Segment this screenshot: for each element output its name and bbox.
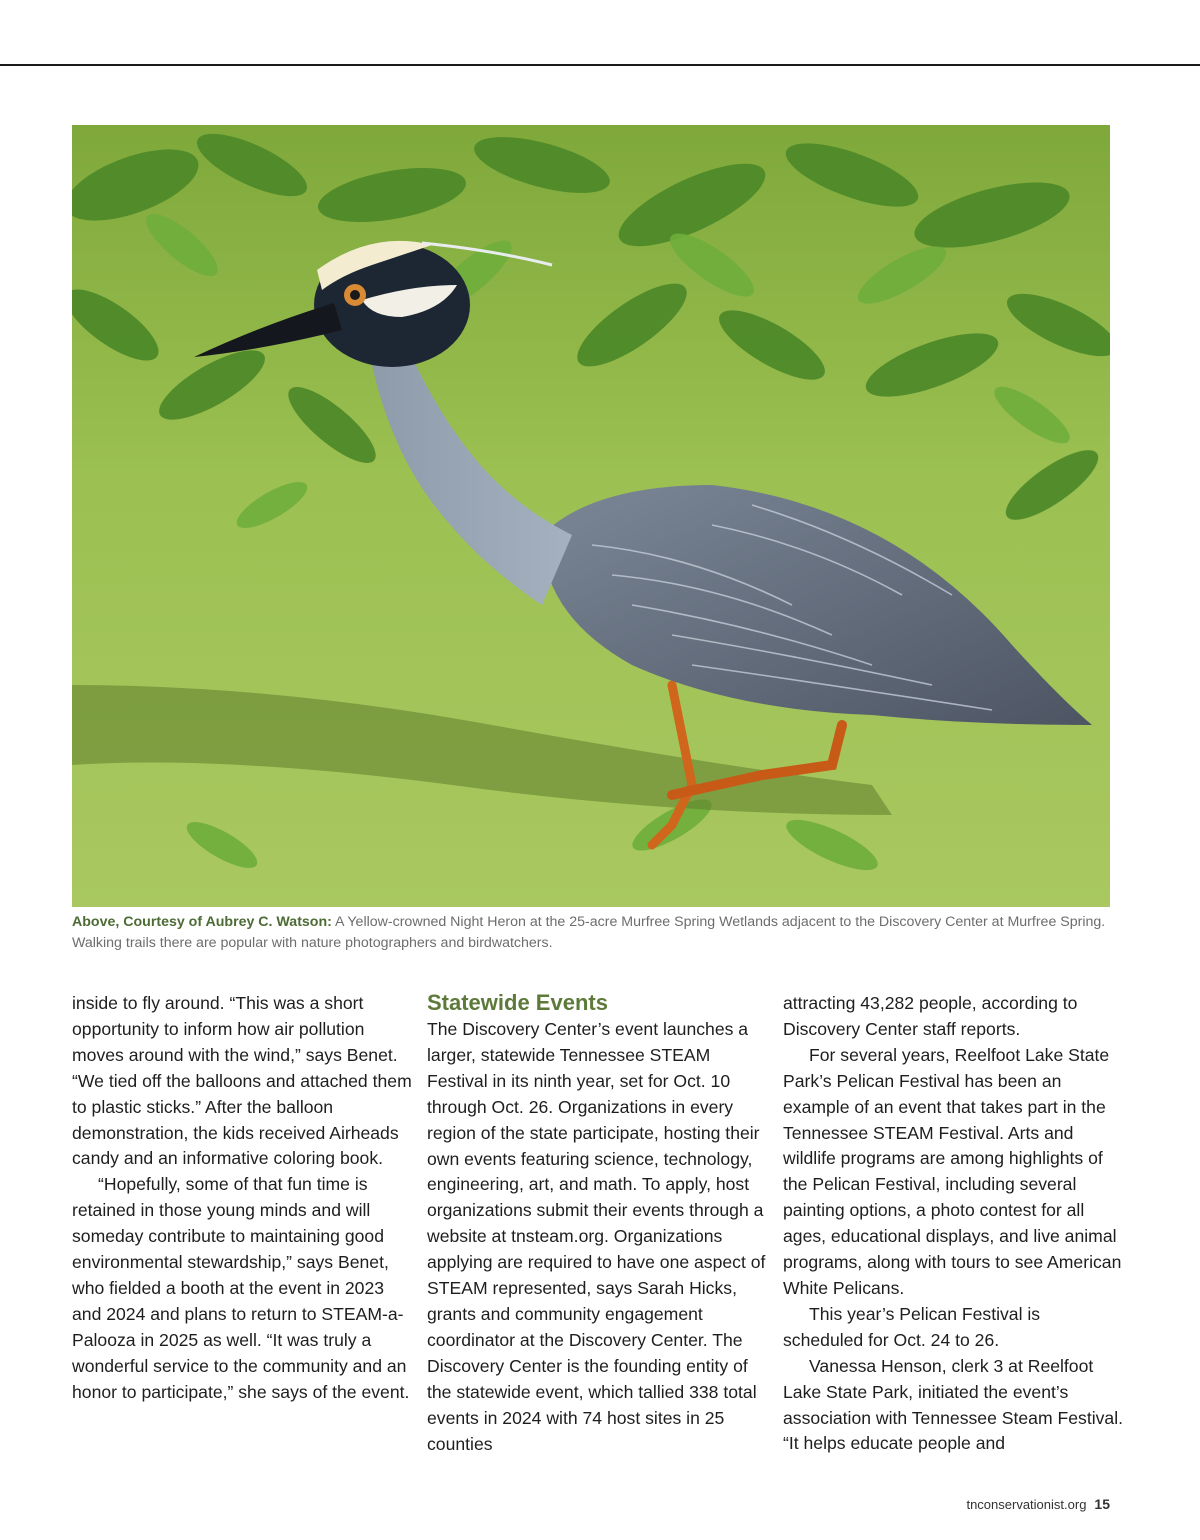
caption-text: A Yellow-crowned Night Heron at the 25-acre Murfree Spring Wetlands adjacent to the Discovery Center at Murfree Spring. Walking trails there are popular with nature photographers and birdwatchers.: [72, 914, 1106, 951]
col1-paragraph-2: “Hopefully, some of that fun time is retained in those young minds and will someday contribute to maintaining good environmental stewardship,” says Benet, who fielded a booth at the event in 2023 and 2024 and plans to return to STEAM-a-Palooza in 2025 as well. “It was truly a wonderful service to the community and an honor to participate,” she says of the event.: [72, 1174, 410, 1402]
col3-paragraph-2: For several years, Reelfoot Lake State Park’s Pelican Festival has been an example of an event that takes part in the Tennessee STEAM Festival. Arts and wildlife programs are among highlights of the Pelican Festival, including several painting options, a photo contest for all ages, educational displays, and live animal programs, along with tours to see American White Pelicans.: [783, 1044, 1122, 1298]
article-column-3: [783, 991, 1123, 1457]
article-column-1: [72, 991, 412, 1406]
heron-photo: [72, 125, 1110, 907]
col3-paragraph-1: attracting 43,282 people, according to Discovery Center staff reports.: [783, 993, 1078, 1039]
article-column-2: [427, 991, 767, 1457]
top-rule: [0, 64, 1200, 66]
page-number: 15: [1094, 1496, 1110, 1512]
footer-site: tnconservationist.org: [966, 1497, 1087, 1512]
col1-paragraph-1: inside to fly around. “This was a short opportunity to inform how air pollution moves around with the wind,” says Benet. “We tied off the balloons and attached them to plastic sticks.” After the balloon demonstration, the kids received Airheads candy and an informative coloring book.: [72, 993, 412, 1169]
col2-paragraph-1: The Discovery Center’s event launches a larger, statewide Tennessee STEAM Festival in its ninth year, set for Oct. 10 through Oct. 26. Organizations in every region of the state participate, hosting their own events featuring science, technology, engineering, art, and math. To apply, host organizations submit their events through a website at tnsteam.org. Organizations applying are required to have one aspect of STEAM represented, says Sarah Hicks, grants and community engagement coordinator at the Discovery Center. The Discovery Center is the founding entity of the statewide event, which tallied 338 total events in 2024 with 74 host sites in 25 counties: [427, 1019, 766, 1454]
col3-paragraph-4: Vanessa Henson, clerk 3 at Reelfoot Lake State Park, initiated the event’s association with Tennessee Steam Festival. “It helps educate people and: [783, 1355, 1123, 1454]
page-footer: [966, 1496, 1110, 1512]
col3-paragraph-3: This year’s Pelican Festival is scheduled for Oct. 24 to 26.: [783, 1303, 1041, 1350]
photo-credit: Above, Courtesy of Aubrey C. Watson:: [72, 914, 332, 930]
photo-caption: [72, 912, 1112, 954]
section-heading: Statewide Events: [427, 990, 608, 1015]
